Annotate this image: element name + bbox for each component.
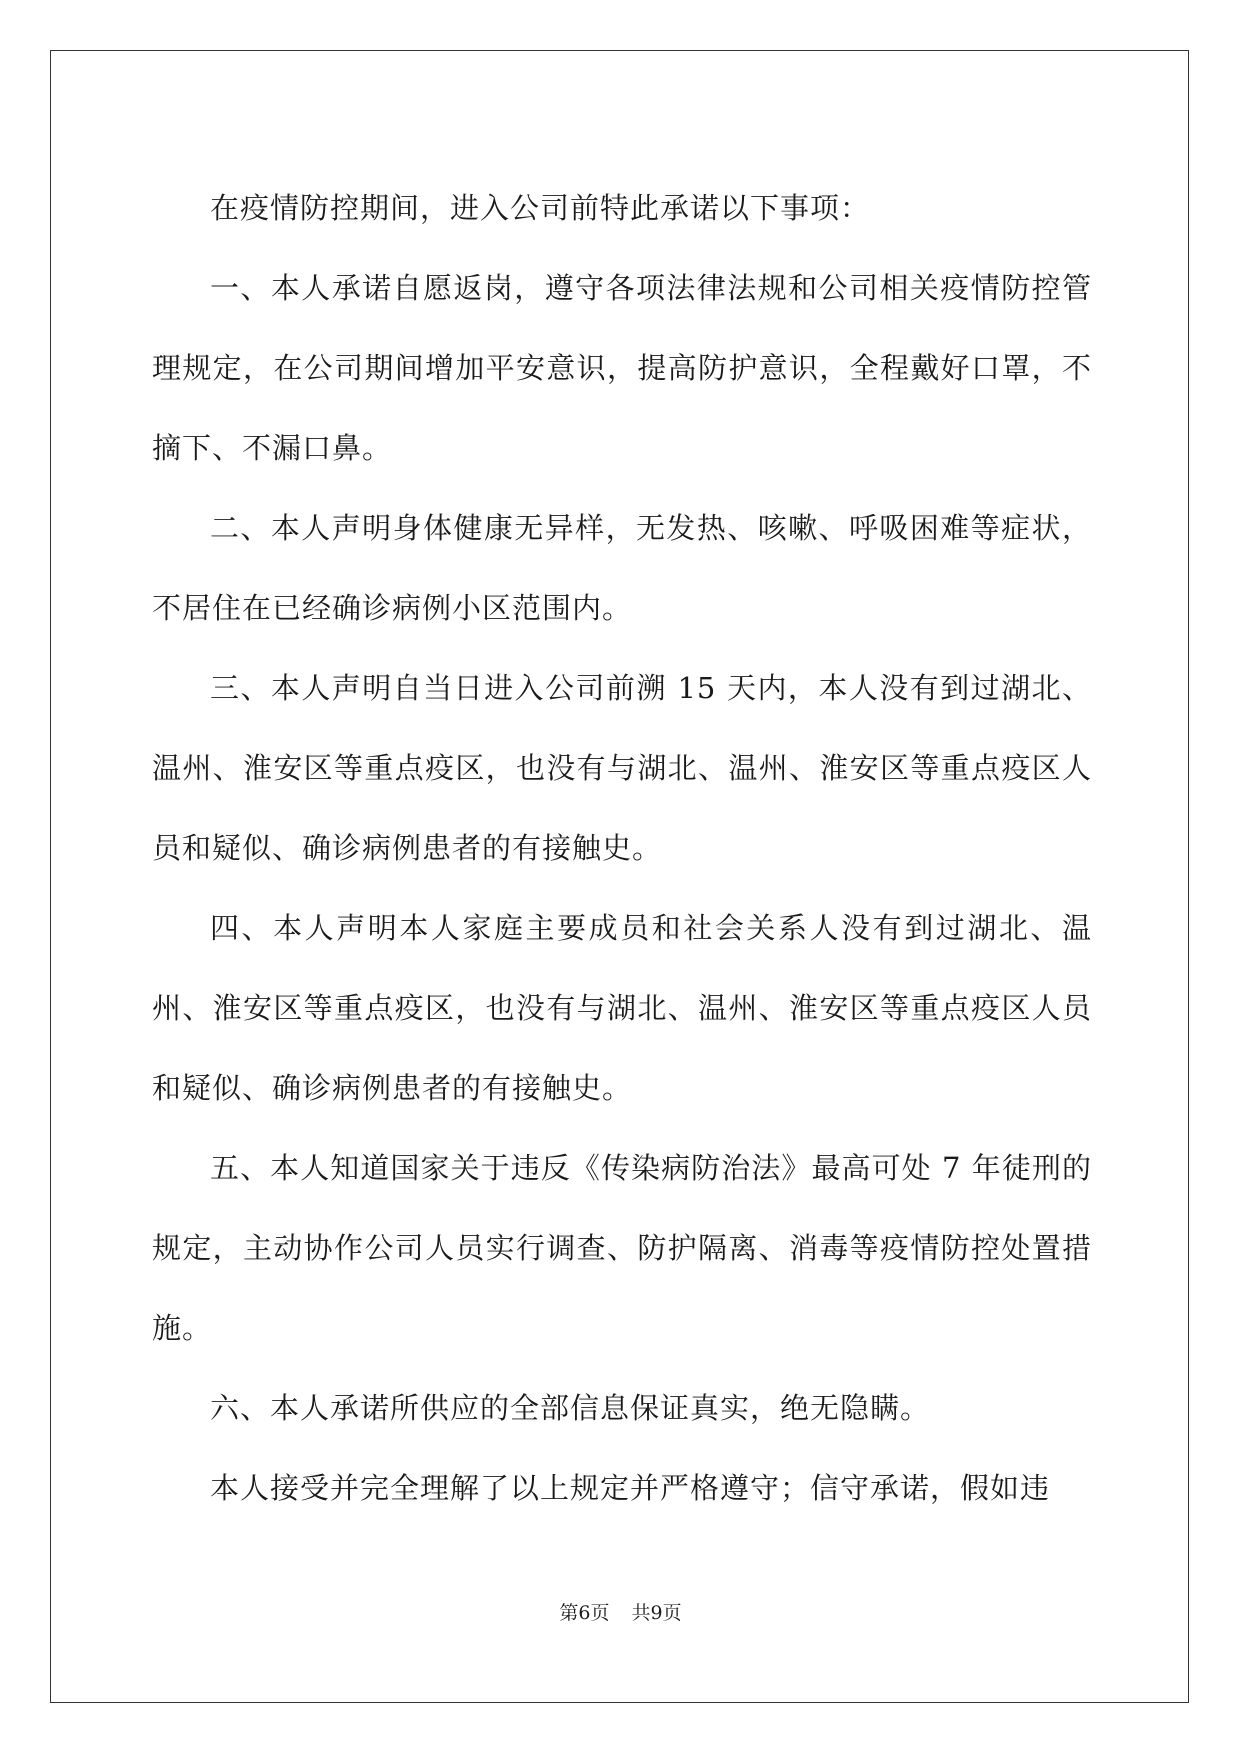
paragraph-item-6: 六、本人承诺所供应的全部信息保证真实，绝无隐瞒。 (210, 1391, 931, 1425)
paragraph-item-3: 三、本人声明自当日进入公司前溯 15 天内，本人没有到过湖北、温州、淮安区等重点疫区，也没有与湖北、温州、淮安区等重点疫区人员和疑似、确诊病例患者的有接触史。 (152, 671, 1092, 865)
paragraph-item-5: 五、本人知道国家关于违反《传染病防治法》最高可处 7 年徒刑的规定，主动协作公司人员实行调查、防护隔离、消毒等疫情防控处置措施。 (152, 1151, 1092, 1345)
paragraph-intro: 在疫情防控期间，进入公司前特此承诺以下事项： (210, 191, 871, 225)
paragraph-item-2: 二、本人声明身体健康无异样，无发热、咳嗽、呼吸困难等症状，不居住在已经确诊病例小区范围内。 (152, 511, 1092, 625)
document-body (152, 168, 1092, 1528)
paragraph-closing: 本人接受并完全理解了以上规定并严格遵守；信守承诺，假如违 (210, 1471, 1051, 1505)
current-page-number: 第6页 (559, 1602, 610, 1624)
page-footer (0, 1598, 1241, 1625)
total-pages: 共9页 (631, 1602, 682, 1624)
paragraph-item-4: 四、本人声明本人家庭主要成员和社会关系人没有到过湖北、温州、淮安区等重点疫区，也没有与湖北、温州、淮安区等重点疫区人员和疑似、确诊病例患者的有接触史。 (152, 911, 1092, 1105)
paragraph-item-1: 一、本人承诺自愿返岗，遵守各项法律法规和公司相关疫情防控管理规定，在公司期间增加平安意识，提高防护意识，全程戴好口罩，不摘下、不漏口鼻。 (152, 271, 1092, 465)
